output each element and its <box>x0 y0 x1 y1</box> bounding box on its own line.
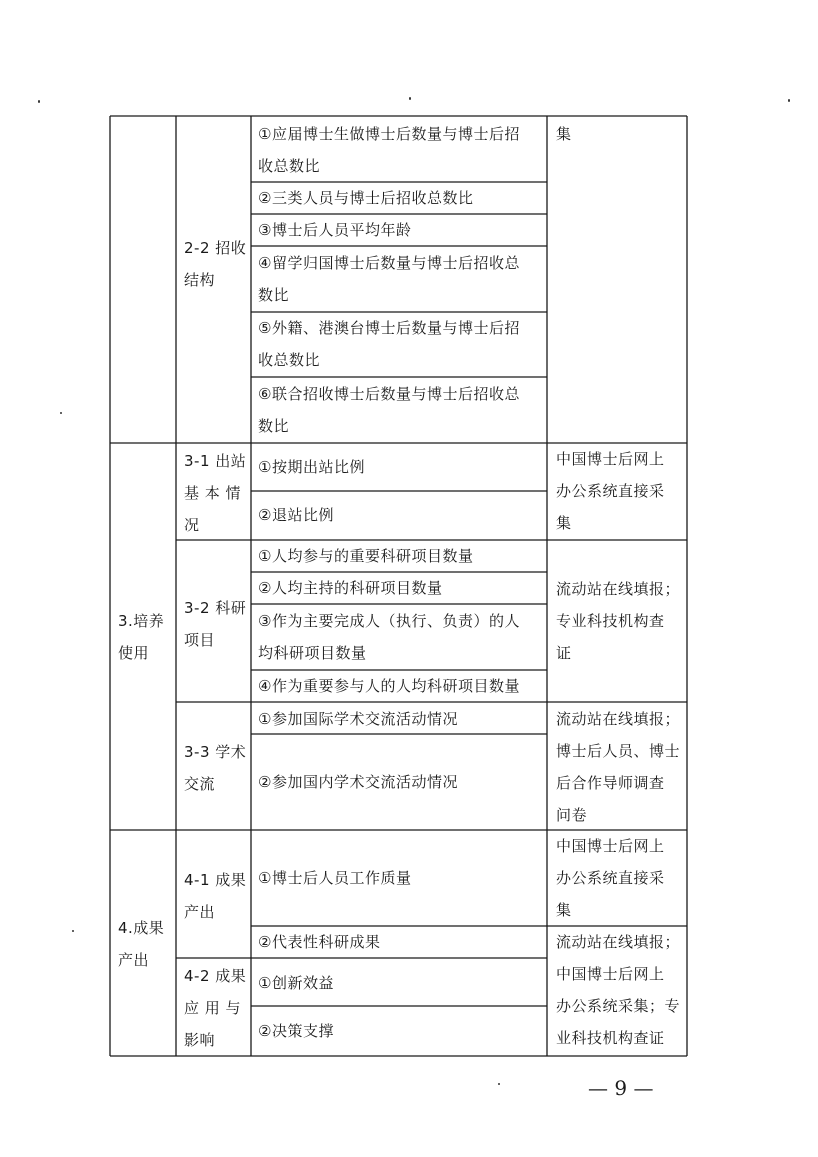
indicator-cell: ②人均主持的科研项目数量 <box>258 579 443 597</box>
indicator-cell: ②三类人员与博士后招收总数比 <box>258 189 474 207</box>
source-cell: 中国博士后网上 办公系统直接采 集 <box>556 837 665 919</box>
source-cell: 流动站在线填报； 博士后人员、博士 后合作导师调查 问卷 <box>556 710 681 824</box>
scan-speck <box>60 412 62 414</box>
source-cell: 流动站在线填报； 中国博士后网上 办公系统采集；专 业科技机构查证 <box>556 933 681 1047</box>
scan-speck <box>38 100 40 103</box>
subcategory-3-3: 3-3 学术 交流 <box>184 743 247 793</box>
indicator-cell: ②退站比例 <box>258 506 334 524</box>
indicator-cell: ②代表性科研成果 <box>258 933 381 951</box>
subcategory-3-2: 3-2 科研 项目 <box>184 599 247 649</box>
indicator-cell: ②参加国内学术交流活动情况 <box>258 773 458 791</box>
indicator-cell: ①应届博士生做博士后数量与博士后招 收总数比 <box>258 125 520 175</box>
indicator-cell: ③作为主要完成人（执行、负责）的人 均科研项目数量 <box>258 612 520 662</box>
indicator-cell: ⑥联合招收博士后数量与博士后招收总 数比 <box>258 385 520 435</box>
subcategory-4-1: 4-1 成果 产出 <box>184 871 247 921</box>
scan-speck <box>409 97 411 100</box>
source-cell: 中国博士后网上 办公系统直接采 集 <box>556 450 665 532</box>
indicator-cell: ④留学归国博士后数量与博士后招收总 数比 <box>258 254 520 304</box>
category-4: 4.成果 产出 <box>118 919 165 969</box>
indicator-cell: ①按期出站比例 <box>258 458 365 476</box>
indicator-cell: ①博士后人员工作质量 <box>258 869 412 887</box>
scan-speck <box>788 99 790 102</box>
source-cell: 流动站在线填报； 专业科技机构查 证 <box>556 580 681 662</box>
subcategory-4-2: 4-2 成果 应 用 与 影响 <box>184 967 247 1049</box>
indicator-cell: ⑤外籍、港澳台博士后数量与博士后招 收总数比 <box>258 319 520 369</box>
indicator-cell: ②决策支撑 <box>258 1022 334 1040</box>
indicator-cell: ①人均参与的重要科研项目数量 <box>258 547 474 565</box>
scan-speck <box>72 930 74 932</box>
subcategory-2-2: 2-2 招收 结构 <box>184 239 247 289</box>
indicator-cell: ③博士后人员平均年龄 <box>258 221 412 239</box>
indicator-cell: ④作为重要参与人的人均科研项目数量 <box>258 677 520 695</box>
indicator-cell: ①参加国际学术交流活动情况 <box>258 710 458 728</box>
indicator-cell: ①创新效益 <box>258 974 334 992</box>
page-number: — 9 — <box>588 1076 654 1100</box>
subcategory-3-1: 3-1 出站 基 本 情 况 <box>184 452 247 534</box>
category-3: 3.培养 使用 <box>118 612 165 662</box>
scan-speck <box>498 1083 500 1085</box>
source-cell: 集 <box>556 125 572 143</box>
